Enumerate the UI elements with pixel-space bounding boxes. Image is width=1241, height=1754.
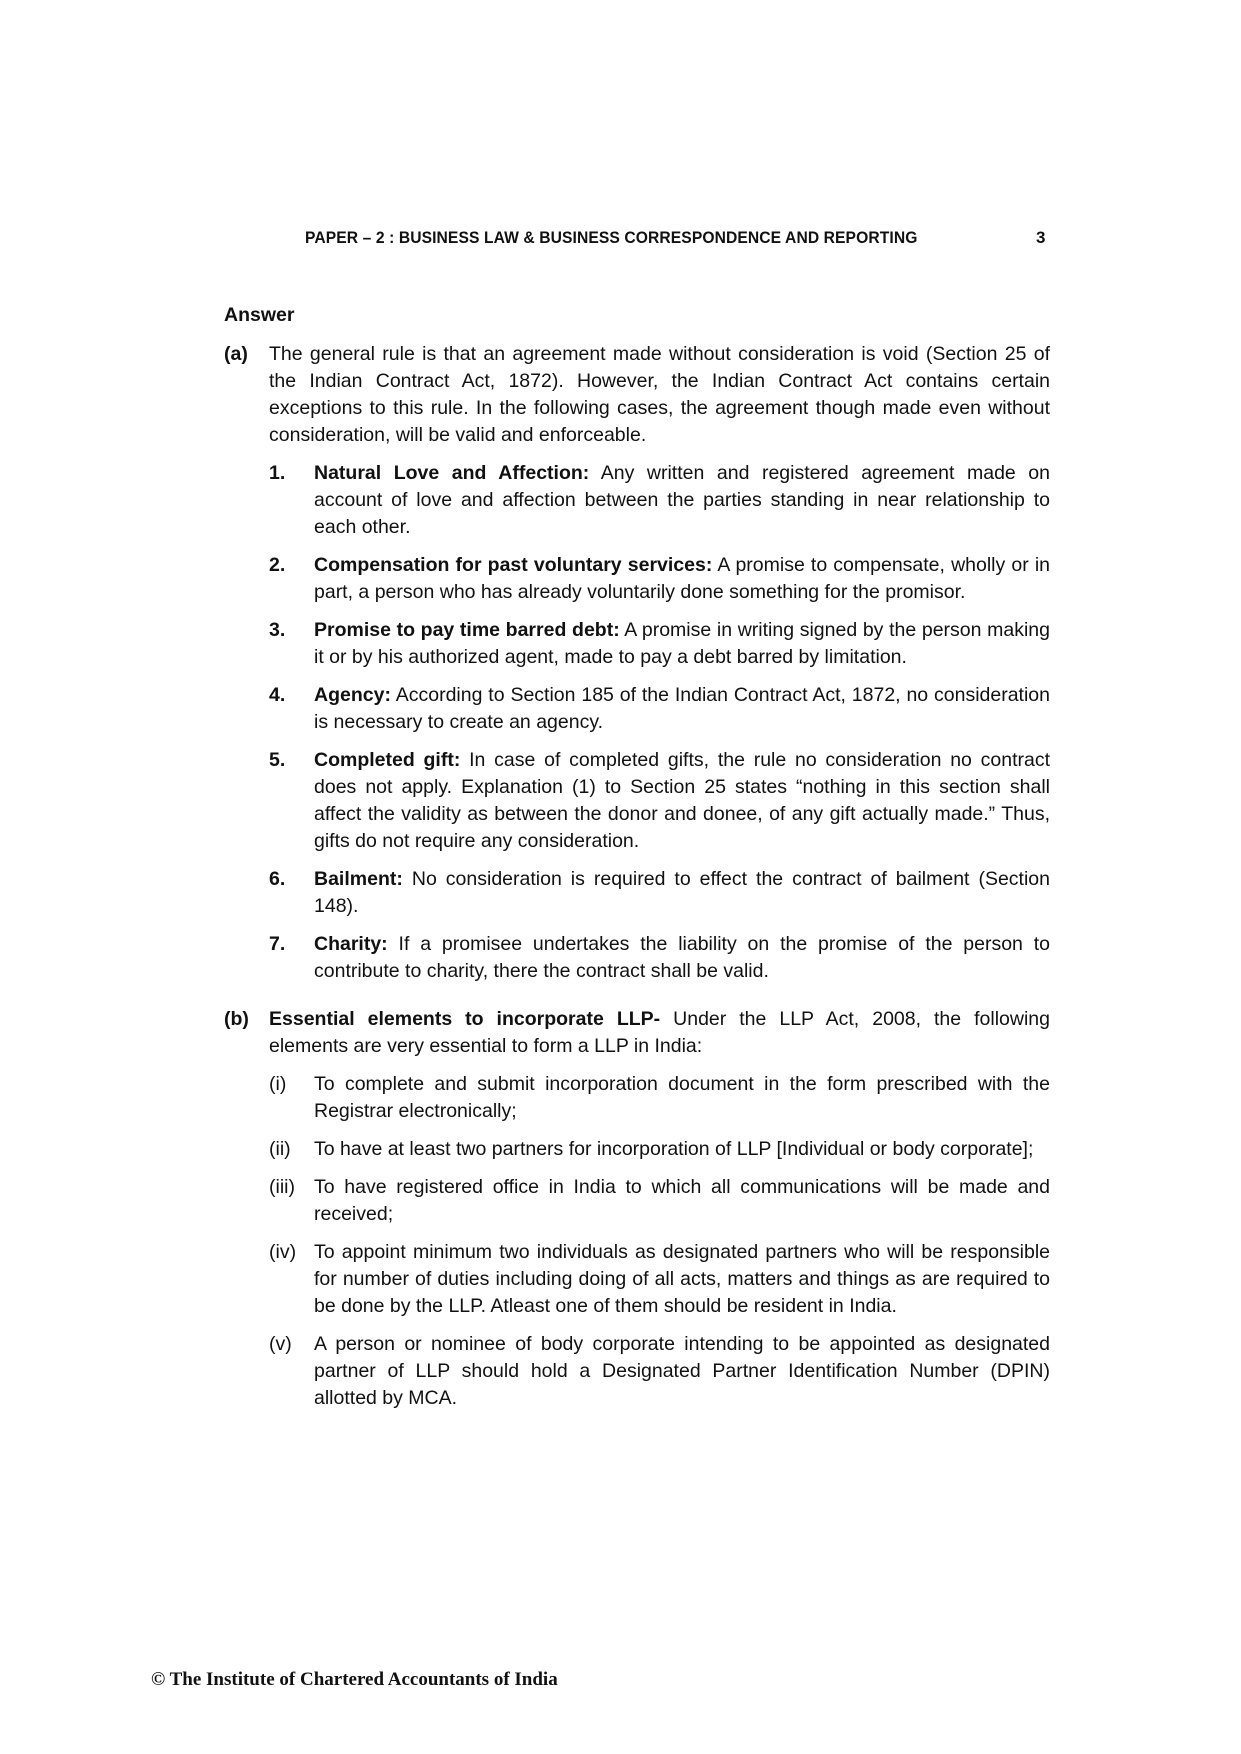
list-item-number: 2. — [269, 554, 286, 576]
answer-content — [224, 302, 1050, 1433]
section-b-intro — [269, 1006, 1050, 1060]
list-item-text: A promise to compensate, wholly or in part, a person who has already voluntarily done something for the promisor. — [314, 554, 1051, 603]
section-b-intro-text: Under the LLP Act, 2008, the following elements are very essential to form a LLP in India: — [269, 1008, 1050, 1057]
list-item-number: (iii) — [269, 1176, 295, 1198]
list-item-text: To appoint minimum two individuals as designated partners who will be responsible for number of duties including doing of all acts, matters and things as are required to be done by the LLP. Atleast one of them should be resident in India. — [314, 1241, 1050, 1317]
list-item — [269, 747, 1050, 855]
list-item-number: (ii) — [269, 1138, 291, 1160]
list-item — [269, 1136, 1050, 1163]
list-item-text: To have registered office in India to which all communications will be made and received; — [314, 1176, 1050, 1225]
list-item-text: Any written and registered agreement made on account of love and affection between the parties standing in near relationship to each other. — [314, 462, 1051, 538]
list-item-title: Completed gift: — [314, 749, 461, 771]
section-b-title: Essential elements to incorporate LLP- — [269, 1008, 661, 1030]
list-item-text: If a promisee undertakes the liability on the promise of the person to contribute to charity, there the contract shall be valid. — [314, 933, 1050, 982]
list-item-number: 3. — [269, 619, 286, 641]
page-number: 3 — [1036, 228, 1046, 247]
list-item — [269, 931, 1050, 985]
copyright-footer: © The Institute of Chartered Accountants of India — [151, 1669, 558, 1690]
list-item — [269, 617, 1050, 671]
list-item-title: Charity: — [314, 933, 388, 955]
list-item — [269, 460, 1050, 541]
list-item-title: Compensation for past voluntary services: — [314, 554, 713, 576]
list-item-text: No consideration is required to effect the contract of bailment (Section 148). — [314, 868, 1050, 917]
list-item-number: 7. — [269, 933, 286, 955]
list-item — [269, 866, 1050, 920]
list-item-number: (i) — [269, 1073, 287, 1095]
section-b — [224, 1006, 1050, 1423]
list-item-text: To have at least two partners for incorporation of LLP [Individual or body corporate]; — [314, 1138, 1034, 1160]
list-item-text: According to Section 185 of the Indian Contract Act, 1872, no consideration is necessary to create an agency. — [314, 684, 1050, 733]
list-item — [269, 1331, 1050, 1412]
list-item-number: (v) — [269, 1333, 292, 1355]
answer-heading: Answer — [224, 304, 295, 326]
list-item-number: 5. — [269, 749, 286, 771]
section-a-intro: The general rule is that an agreement made without consideration is void (Section 25 of the Indian Contract Act, 1872). However, the Indian Contract Act contains certain exceptions to this rule. In the following cases, the agreement though made even without consideration, will be valid and enforceable. — [269, 343, 1050, 446]
section-a-body — [269, 341, 1050, 996]
llp-elements-list — [269, 1071, 1050, 1412]
list-item-text: In case of completed gifts, the rule no consideration no contract does not apply. Explanation (1) to Section 25 states “nothing in this section shall affect the validity as between the donor and donee, of any gift actually made.” Thus, gifts do not require any consideration. — [314, 749, 1051, 852]
section-a — [224, 341, 1050, 996]
list-item-text: A promise in writing signed by the person making it or by his authorized agent, made to pay a debt barred by limitation. — [314, 619, 1050, 668]
list-item — [269, 552, 1050, 606]
list-item-number: 1. — [269, 462, 286, 484]
section-a-label: (a) — [224, 343, 248, 365]
exceptions-list — [269, 460, 1050, 985]
list-item-number: 6. — [269, 868, 286, 890]
section-b-body — [269, 1006, 1050, 1423]
list-item — [269, 1174, 1050, 1228]
list-item-number: (iv) — [269, 1241, 297, 1263]
running-header: PAPER – 2 : BUSINESS LAW & BUSINESS CORRESPONDENCE AND REPORTING — [305, 228, 918, 247]
list-item-title: Agency: — [314, 684, 391, 706]
list-item — [269, 1239, 1050, 1320]
list-item-title: Promise to pay time barred debt: — [314, 619, 620, 641]
list-item-number: 4. — [269, 684, 286, 706]
list-item — [269, 682, 1050, 736]
list-item-text: To complete and submit incorporation document in the form prescribed with the Registrar electronically; — [314, 1073, 1050, 1122]
section-b-label: (b) — [224, 1008, 249, 1030]
list-item-title: Bailment: — [314, 868, 403, 890]
list-item — [269, 1071, 1050, 1125]
list-item-title: Natural Love and Affection: — [314, 462, 590, 484]
list-item-text: A person or nominee of body corporate intending to be appointed as designated partner of LLP should hold a Designated Partner Identification Number (DPIN) allotted by MCA. — [314, 1333, 1050, 1409]
